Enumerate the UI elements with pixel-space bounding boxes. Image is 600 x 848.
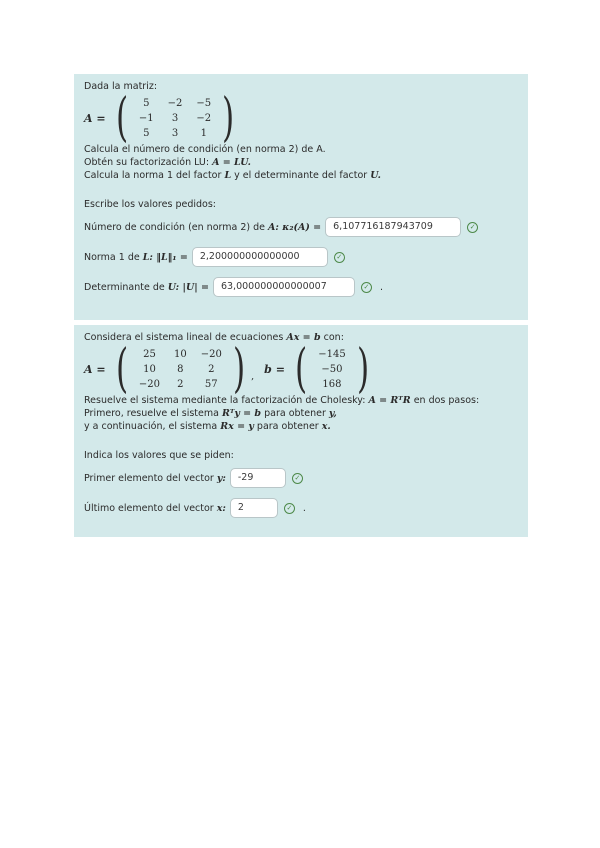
q2-line3-math: Rx = y	[220, 421, 254, 432]
q2-answer-x	[84, 496, 518, 520]
answer-math: x:	[216, 502, 226, 514]
matrix-cell: 10	[174, 348, 187, 360]
answer-label: Determinante de	[84, 281, 165, 293]
q1-line3-L: L	[224, 170, 232, 181]
matrix-cell: 3	[171, 112, 179, 124]
q2-line3-var: x.	[321, 421, 331, 432]
q2-vector-b	[311, 347, 352, 392]
q2-line3-mid: para obtener	[256, 421, 319, 432]
matrix-cell: 5	[143, 97, 150, 109]
matrix-cell: 1	[200, 127, 207, 139]
q2-line3-text: y a continuación, el sistema	[84, 421, 218, 432]
q2-intro-math: Ax = b	[286, 332, 321, 343]
matrix-cell: −1	[138, 112, 154, 124]
answer-label: Último elemento del vector	[84, 502, 214, 514]
q2-line3	[84, 420, 518, 433]
first-element-y-input[interactable]: -29	[230, 468, 286, 488]
right-paren: )	[232, 339, 246, 399]
vector-cell: −50	[321, 363, 343, 375]
answer-label: Norma 1 de	[84, 251, 140, 263]
matrix-cell: −5	[196, 97, 212, 109]
q1-matrix-label: A =	[84, 111, 106, 125]
q1-intro: Dada la matriz:	[84, 81, 158, 92]
matrix-cell: 3	[171, 127, 179, 139]
answer-math: L: ‖L‖₁ =	[142, 251, 188, 263]
q2-answer-y	[84, 466, 518, 490]
left-paren: (	[115, 339, 128, 399]
q2-line2-var: y,	[328, 408, 337, 419]
q2-line1-end: en dos pasos:	[413, 395, 480, 406]
matrix-cell: 2	[177, 378, 184, 390]
right-paren: )	[356, 339, 369, 399]
q2-a-label: A =	[84, 362, 106, 376]
q1-answer-det	[84, 275, 518, 299]
q2-b-label: b =	[264, 362, 285, 376]
q1-answer-norm	[84, 245, 518, 269]
trailing-period: .	[302, 502, 306, 514]
answer-math: A: κ₂(A) =	[268, 221, 322, 233]
q2-line1-math: A = RᵀR	[368, 395, 411, 406]
q2-line2-mid: para obtener	[264, 408, 326, 419]
q1-answer-condition	[84, 215, 518, 239]
answer-label: Primer elemento del vector	[84, 472, 214, 484]
q2-line2	[84, 407, 518, 420]
q2-matrix-a	[132, 347, 229, 392]
matrix-cell: 8	[177, 363, 184, 375]
matrix-cell: 57	[204, 378, 218, 390]
separator: ,	[251, 370, 255, 382]
answer-math: U: |U| =	[167, 281, 209, 293]
q2-line1-text: Resuelve el sistema mediante la factorización de Cholesky:	[84, 395, 366, 406]
q2-intro-text: Considera el sistema lineal de ecuaciones	[84, 332, 284, 343]
matrix-cell: 5	[143, 127, 150, 139]
q1-line3-text: Calcula la norma 1 del factor	[84, 170, 222, 181]
matrix-cell: −2	[196, 112, 212, 124]
trailing-period: .	[379, 281, 383, 293]
answer-label: Número de condición (en norma 2) de	[84, 221, 265, 233]
q2-matrix-block	[84, 339, 518, 399]
q2-line2-text: Primero, resuelve el sistema	[84, 408, 219, 419]
right-paren: )	[222, 88, 235, 148]
q2-prompt: Indica los valores que se piden:	[84, 450, 234, 461]
q1-line2-math: A = LU.	[212, 157, 251, 168]
q1-matrix-block	[84, 88, 518, 148]
q1-line1: Calcula el número de condición (en norma 2) de A.	[84, 144, 326, 155]
q1-prompt: Escribe los valores pedidos:	[84, 199, 216, 210]
determinant-u-input[interactable]: 63,000000000000007	[213, 277, 355, 297]
question-panel-2	[74, 325, 528, 537]
check-circle-icon: ✓	[334, 252, 345, 263]
norm-l-input[interactable]: 2,200000000000000	[192, 247, 328, 267]
q1-line3-mid: y el determinante del factor	[234, 170, 368, 181]
answer-math: y:	[216, 472, 226, 484]
q2-intro-end: con:	[323, 332, 344, 343]
matrix-cell: −20	[200, 348, 222, 360]
matrix-cell: −2	[167, 97, 183, 109]
check-circle-icon: ✓	[284, 503, 295, 514]
vector-cell: 168	[322, 378, 342, 390]
q1-line3	[84, 169, 518, 182]
q1-line2	[84, 156, 518, 169]
matrix-cell: −20	[138, 378, 160, 390]
check-circle-icon: ✓	[467, 222, 478, 233]
matrix-cell: 25	[143, 348, 156, 360]
condition-number-input[interactable]: 6,107716187943709	[325, 217, 461, 237]
check-circle-icon: ✓	[292, 473, 303, 484]
q2-line2-math: Rᵀy = b	[221, 408, 262, 419]
left-paren: (	[115, 88, 128, 148]
matrix-cell: 10	[143, 363, 156, 375]
last-element-x-input[interactable]: 2	[230, 498, 278, 518]
check-circle-icon: ✓	[361, 282, 372, 293]
q1-line2-text: Obtén su factorización LU:	[84, 157, 210, 168]
vector-cell: −145	[318, 348, 346, 360]
matrix-cell: 2	[208, 363, 215, 375]
q1-matrix	[132, 96, 218, 141]
q1-line3-U: U.	[370, 170, 381, 181]
left-paren: (	[294, 339, 308, 399]
question-panel-1	[74, 74, 528, 320]
